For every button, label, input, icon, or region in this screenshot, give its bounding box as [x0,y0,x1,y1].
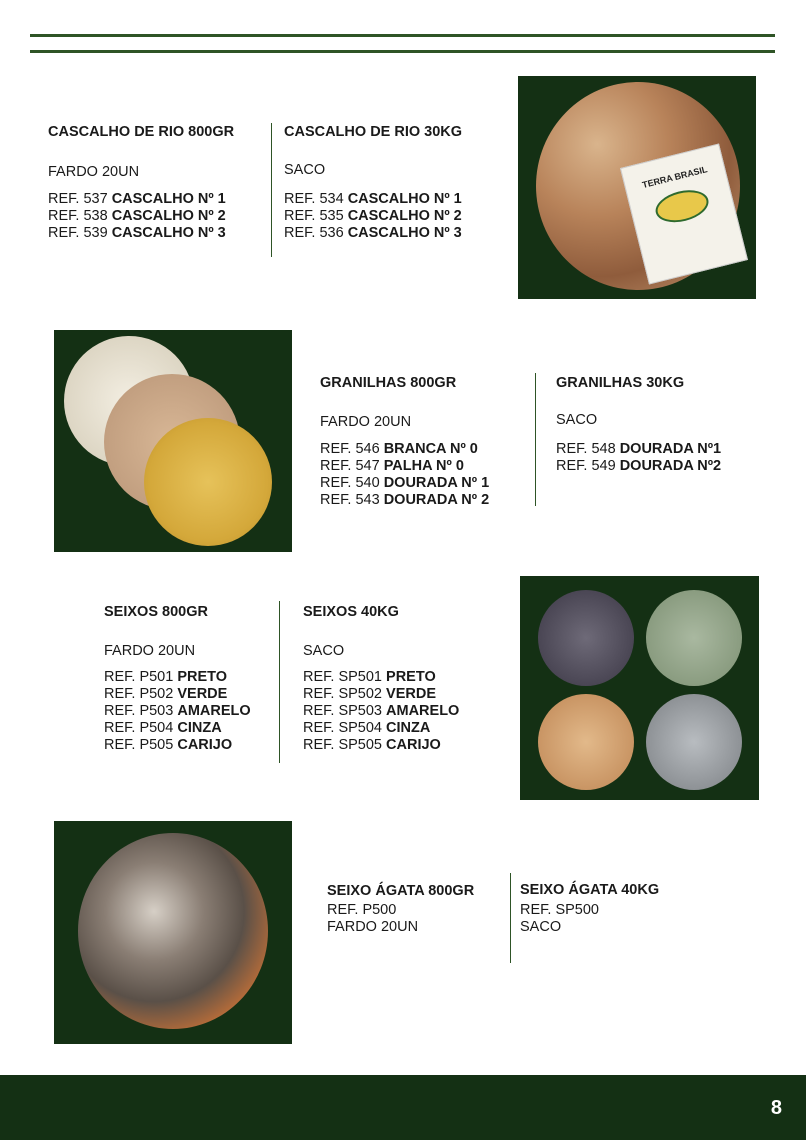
product-title: SEIXOS 800GR [104,604,208,620]
reference-number: REF. P500 [327,902,397,918]
list-item: REF. P502 VERDE [104,686,228,702]
column-divider [271,123,272,257]
river-gravel-photo [518,76,756,299]
reference-list [48,191,226,242]
list-item: REF. 537 CASCALHO Nº 1 [48,191,226,207]
product-title: SEIXO ÁGATA 800GR [327,883,475,899]
top-rule [30,34,775,37]
list-item: REF. P503 AMARELO [104,703,251,719]
list-item: REF. 549 DOURADA Nº2 [556,458,722,474]
column-divider [510,873,511,963]
reference-list [303,669,459,754]
green-pebbles [646,590,742,686]
pebbles-photo [520,576,759,800]
list-item: REF. SP504 CINZA [303,720,431,736]
product-title: CASCALHO DE RIO 30KG [284,124,463,140]
list-item: REF. 543 DOURADA Nº 2 [320,492,490,508]
column-divider [535,373,536,506]
reference-list [320,441,489,509]
bag-label: TERRA BRASIL [641,164,709,191]
list-item: REF. P505 CARIJO [104,737,233,753]
yellow-pebbles [538,694,634,790]
list-item: REF. SP505 CARIJO [303,737,441,753]
reference-list [104,669,251,754]
list-item: REF. 547 PALHA Nº 0 [320,458,464,474]
list-item: REF. 540 DOURADA Nº 1 [320,475,490,491]
packaging-label: SACO [303,643,345,659]
list-item: REF. P501 PRETO [104,669,228,685]
list-item: REF. 548 DOURADA Nº1 [556,441,722,457]
reference-list [556,441,721,475]
list-item: REF. 535 CASCALHO Nº 2 [284,208,462,224]
product-title: SEIXOS 40KG [303,604,399,620]
golden-granules [144,418,272,546]
reference-list [327,902,418,936]
list-item: REF. SP503 AMARELO [303,703,460,719]
list-item: REF. P504 CINZA [104,720,222,736]
page-number: 8 [770,1097,782,1119]
packaging-label: FARDO 20UN [320,414,412,430]
product-title: GRANILHAS 30KG [556,375,685,391]
granules-photo [54,330,292,552]
list-item: REF. SP502 VERDE [303,686,436,702]
packaging-label: FARDO 20UN [48,164,140,180]
reference-number: REF. SP500 [520,902,599,918]
list-item: REF. 538 CASCALHO Nº 2 [48,208,226,224]
footer-bar [0,1075,806,1140]
product-title: CASCALHO DE RIO 800GR [48,124,235,140]
packaging-label: FARDO 20UN [104,643,196,659]
gray-pebbles [646,694,742,790]
list-item: REF. 546 BRANCA Nº 0 [320,441,478,457]
list-item: REF. SP501 PRETO [303,669,436,685]
black-pebbles [538,590,634,686]
bag-logo-icon [652,185,712,227]
top-rule-secondary [30,50,775,53]
packaging-label: SACO [520,919,562,935]
packaging-label: SACO [284,162,326,178]
list-item: REF. 539 CASCALHO Nº 3 [48,225,226,241]
reference-list [520,902,599,936]
product-title: GRANILHAS 800GR [320,375,457,391]
packaging-label: FARDO 20UN [327,919,419,935]
reference-list [284,191,462,242]
column-divider [279,601,280,763]
list-item: REF. 536 CASCALHO Nº 3 [284,225,462,241]
packaging-label: SACO [556,412,598,428]
agate-pebbles-photo [54,821,292,1044]
product-title: SEIXO ÁGATA 40KG [520,882,660,898]
list-item: REF. 534 CASCALHO Nº 1 [284,191,462,207]
